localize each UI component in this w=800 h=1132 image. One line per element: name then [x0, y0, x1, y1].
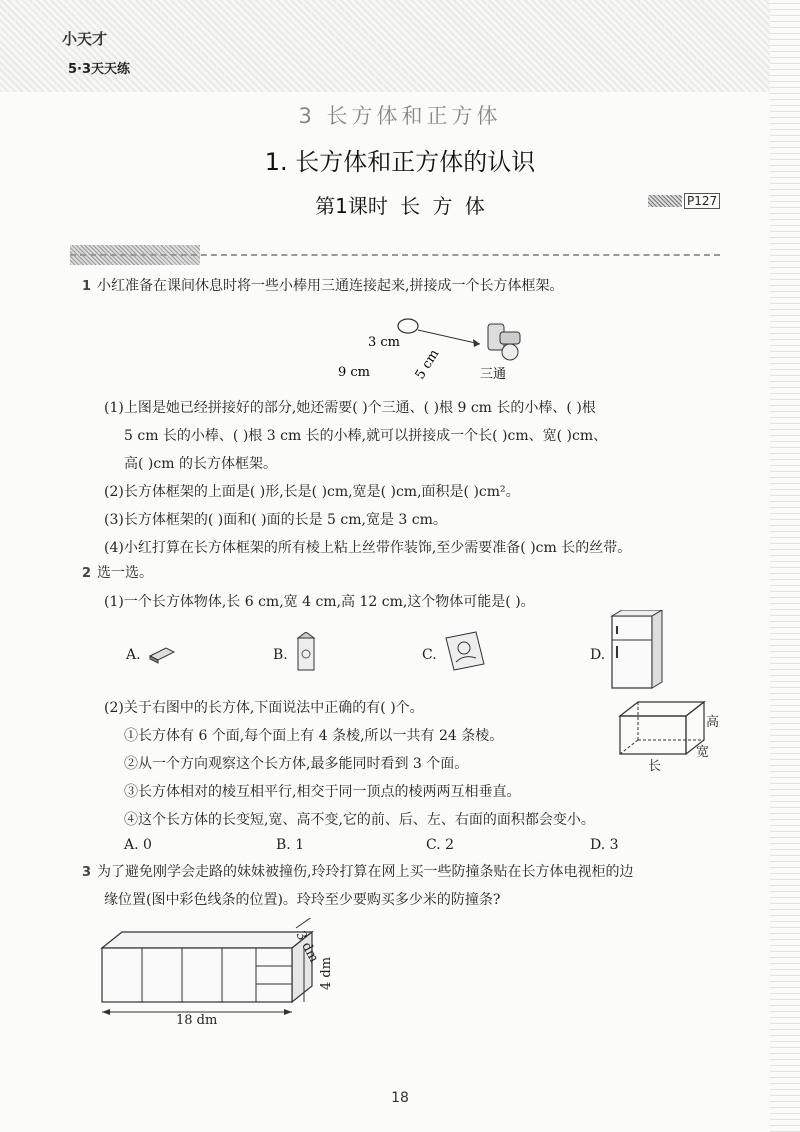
q2-option-b: B. 1: [276, 837, 305, 853]
q3-line2: 缘位置(图中彩色线条的位置)。玲玲至少要购买多少米的防撞条?: [104, 892, 501, 908]
label-long: 长: [648, 759, 662, 774]
stick-frame-diagram: [330, 310, 550, 390]
q2-option-c: C. 2: [426, 837, 455, 853]
option-c-label: C.: [422, 647, 437, 663]
page-reference-icon: [648, 195, 682, 207]
q2-stem: [82, 563, 153, 583]
option-d-label: D.: [590, 647, 606, 663]
page-reference: [648, 194, 720, 208]
header-band: [0, 0, 800, 92]
depth-dimension-line: [296, 918, 316, 928]
page-reference-label: P127: [684, 193, 720, 209]
label-tee: 三通: [480, 367, 507, 382]
book-icon: [442, 630, 488, 674]
eraser-icon: [146, 640, 176, 664]
q1-sub1-line3: 高( )cm 的长方体框架。: [124, 456, 277, 472]
q2-statement-1: ①长方体有 6 个面,每个面上有 4 条棱,所以一共有 24 条棱。: [124, 728, 504, 744]
q3-line1: [82, 862, 634, 882]
refrigerator-icon: [608, 610, 666, 690]
label-depth: 3 dm: [292, 928, 322, 966]
label-wide: 宽: [696, 745, 710, 760]
brand-logo: 小天才: [62, 30, 108, 48]
brand-series: 5·3天天练: [68, 62, 131, 77]
q2-sub2: (2)关于右图中的长方体,下面说法中正确的有( )个。: [104, 700, 424, 716]
cuboid-diagram: [612, 696, 722, 776]
q1-sub2: (2)长方体框架的上面是( )形,长是( )cm,宽是( )cm,面积是( )cm²。: [104, 484, 520, 500]
label-9cm: 9 cm: [338, 365, 371, 380]
chapter-heading: 3 长方体和正方体: [298, 104, 502, 128]
q1-stem: [82, 276, 564, 296]
tee-connector-icon: [488, 324, 520, 360]
q3-line1-text: 为了避免刚学会走路的妹妹被撞伤,玲玲打算在网上买一些防撞条贴在长方体电视柜的边: [97, 864, 634, 880]
label-5cm: 5 cm: [412, 347, 443, 383]
q1-sub4: (4)小红打算在长方体框架的所有棱上粘上丝带作装饰,至少需要准备( )cm 长的丝带。: [104, 540, 632, 556]
q1-sub1-line2: 5 cm 长的小棒、( )根 3 cm 长的小棒,就可以拼接成一个长( )cm、宽( )cm、: [124, 428, 608, 444]
q2-option-a: A. 0: [124, 837, 152, 853]
lesson-subtitle: 第1课时 长 方 体: [315, 194, 485, 218]
page-title: 1. 长方体和正方体的认识: [264, 148, 536, 176]
q2-statement-2: ②从一个方向观察这个长方体,最多能同时看到 3 个面。: [124, 756, 469, 772]
section-divider: [70, 254, 720, 256]
q2-number: 2: [82, 566, 92, 581]
q2-option-d: D. 3: [590, 837, 619, 853]
label-height: 4 dm: [319, 956, 334, 990]
q3-number: 3: [82, 865, 92, 880]
option-b-label: B.: [273, 647, 288, 663]
pointer-line: [418, 330, 480, 344]
q2-statement-3: ③长方体相对的棱互相平行,相交于同一顶点的棱两两互相垂直。: [124, 784, 521, 800]
tv-cabinet-diagram: [90, 918, 350, 1030]
q1-sub1-line1: (1)上图是她已经拼接好的部分,她还需要( )个三通、( )根 9 cm 长的小棒、( )根: [104, 400, 596, 416]
q1-number: 1: [82, 279, 92, 294]
stick-end-oval: [398, 319, 418, 333]
label-length: 18 dm: [176, 1013, 218, 1028]
q2-sub1: (1)一个长方体物体,长 6 cm,宽 4 cm,高 12 cm,这个物体可能是( )。: [104, 594, 535, 610]
q2-statement-4: ④这个长方体的长变短,宽、高不变,它的前、后、左、右面的面积都会变小。: [124, 812, 595, 828]
page-number: 18: [391, 1090, 409, 1106]
q1-stem-text: 小红准备在课间休息时将一些小棒用三通连接起来,拼接成一个长方体框架。: [97, 278, 564, 294]
milk-carton-icon: [294, 632, 318, 672]
q1-sub3: (3)长方体框架的( )面和( )面的长是 5 cm,宽是 3 cm。: [104, 512, 447, 528]
pointer-arrowhead: [473, 339, 480, 347]
label-3cm: 3 cm: [368, 335, 401, 350]
label-high: 高: [706, 715, 720, 730]
q2-stem-text: 选一选。: [97, 565, 154, 581]
option-a-label: A.: [126, 647, 141, 663]
